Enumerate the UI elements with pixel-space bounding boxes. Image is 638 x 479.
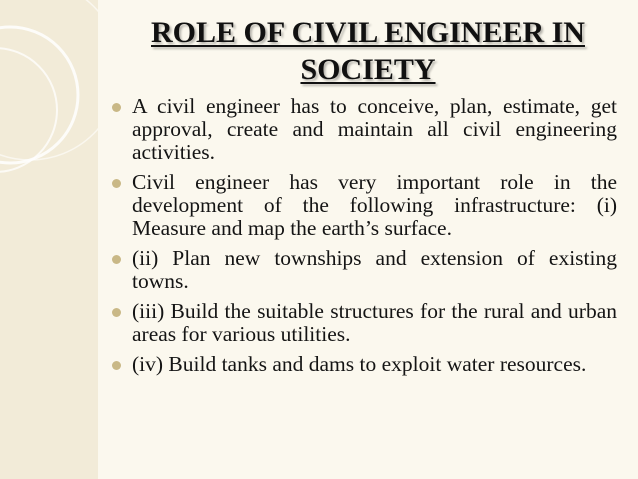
decorative-circles-graphic <box>0 0 98 479</box>
bullet-item-4 <box>112 300 617 346</box>
bullet-text: (iv) Build tanks and dams to exploit water resources. <box>132 352 587 376</box>
bullet-text: Civil engineer has very important role in the development of the following infrastructure: (i) Measure and map the earth’s surface. <box>132 170 617 240</box>
bullet-text: (iii) Build the suitable structures for the rural and urban areas for various utilities. <box>132 299 617 346</box>
bullet-item-2 <box>112 171 617 240</box>
bullet-dot-icon <box>112 361 121 370</box>
bullet-dot-icon <box>112 179 121 188</box>
bullet-dot-icon <box>112 255 121 264</box>
bullet-item-1 <box>112 95 617 164</box>
bullet-list <box>112 95 617 383</box>
bullet-dot-icon <box>112 103 121 112</box>
bullet-text: (ii) Plan new townships and extension of existing towns. <box>132 246 617 293</box>
bullet-dot-icon <box>112 308 121 317</box>
decorative-side-band <box>0 0 98 479</box>
bullet-item-3 <box>112 247 617 293</box>
slide-title: ROLE OF CIVIL ENGINEER IN SOCIETY <box>151 16 585 86</box>
bullet-item-5 <box>112 353 617 376</box>
bullet-text: A civil engineer has to conceive, plan, estimate, get approval, create and maintain all civil engineering activities. <box>132 94 617 164</box>
